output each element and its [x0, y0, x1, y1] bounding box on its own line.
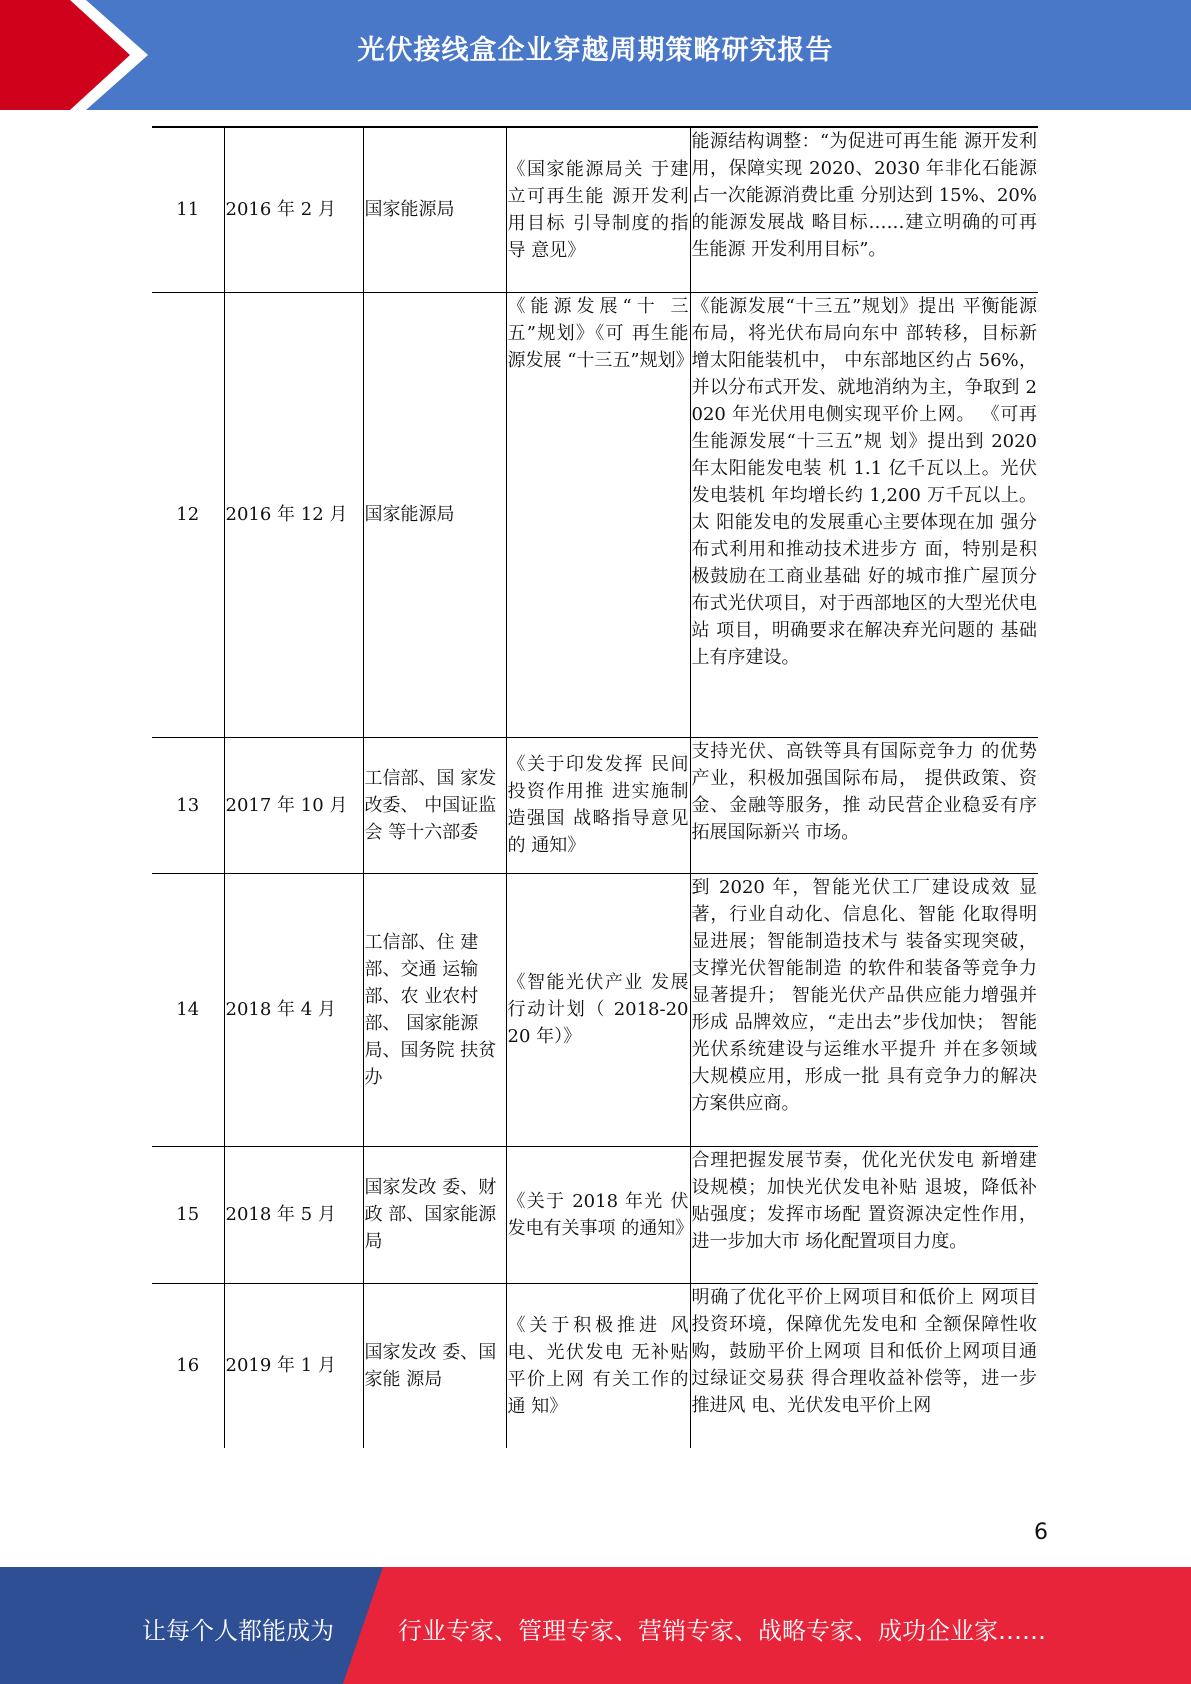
row-document: 《智能光伏产业 发展行动计划（ 2018-2020 年）》	[506, 873, 690, 1146]
row-content: 合理把握发展节奏，优化光伏发电 新增建设规模；加快光伏发电补贴 退坡，降低补贴强度；发挥市场配 置资源决定性作用，进一步加大市 场化配置项目力度。	[690, 1146, 1038, 1283]
row-agency: 国家能源局	[363, 292, 506, 737]
table-row	[152, 127, 1038, 292]
policy-table	[152, 126, 1038, 1448]
table-row	[152, 292, 1038, 737]
table-row	[152, 1146, 1038, 1283]
row-number: 15	[152, 1146, 224, 1283]
row-document: 《国家能源局关 于建立可再生能 源开发利用目标 引导制度的指导 意见》	[506, 127, 690, 292]
row-date: 2016 年 12 月	[224, 292, 363, 737]
footer-slogan-left: 让每个人都能成为	[142, 1617, 334, 1645]
table-row	[152, 737, 1038, 873]
row-content: 支持光伏、高铁等具有国际竞争力 的优势产业，积极加强国际布局， 提供政策、资金、金融等服务，推 动民营企业稳妥有序拓展国际新兴 市场。	[690, 737, 1038, 873]
row-number: 16	[152, 1283, 224, 1448]
table-row	[152, 873, 1038, 1146]
page-number: 6	[1034, 1520, 1048, 1545]
footer-slogan-right: 行业专家、管理专家、营销专家、战略专家、成功企业家……	[398, 1617, 1046, 1645]
row-agency: 国家发改 委、国家能 源局	[363, 1283, 506, 1448]
row-date: 2018 年 4 月	[224, 873, 363, 1146]
row-content: 《能源发展“十三五”规划》提出 平衡能源布局，将光伏布局向东中 部转移，目标新增太阳能装机中， 中东部地区约占 56%，并以分布式开发、就地消纳为主，争取到 2020 年光伏用电侧实现平价上网。 《可再生能源发展“十三五”规 划》提出到 2020 年太阳能发电装 机 1.1 亿千瓦以上。光伏发电装机 年均增长约 1,200 万千瓦以上。太 阳能发电的发展重心主要体现在加 强分布式利用和推动技术进步方 面，特别是积极鼓励在工商业基础 好的城市推广屋顶分布式光伏项目，对于西部地区的大型光伏电站 项目，明确要求在解决弃光问题的 基础上有序建设。	[690, 292, 1038, 737]
row-agency: 国家发改 委、财政 部、国家能源局	[363, 1146, 506, 1283]
row-number: 14	[152, 873, 224, 1146]
row-content: 到 2020 年，智能光伏工厂建设成效 显著，行业自动化、信息化、智能 化取得明显进展；智能制造技术与 装备实现突破，支撑光伏智能制造 的软件和装备等竞争力显著提升； 智能光伏产品供应能力增强并形成 品牌效应，“走出去”步伐加快； 智能光伏系统建设与运维水平提升 并在多领域大规模应用，形成一批 具有竞争力的解决方案供应商。	[690, 873, 1038, 1146]
row-agency: 工信部、国 家发改委、 中国证监会 等十六部委	[363, 737, 506, 873]
row-document: 《关于 2018 年光 伏发电有关事项 的通知》	[506, 1146, 690, 1283]
row-document: 《关于印发发挥 民间投资作用推 进实施制造强国 战略指导意见的 通知》	[506, 737, 690, 873]
row-date: 2019 年 1 月	[224, 1283, 363, 1448]
row-agency: 国家能源局	[363, 127, 506, 292]
row-agency: 工信部、住 建部、交通 运输部、农 业农村部、 国家能源局、国务院 扶贫办	[363, 873, 506, 1146]
footer-banner	[0, 1567, 1191, 1684]
report-title: 光伏接线盒企业穿越周期策略研究报告	[357, 35, 834, 66]
row-document: 《能源发展“十 三五”规划》《可 再生能源发展 “十三五”规划》	[506, 292, 690, 737]
row-date: 2018 年 5 月	[224, 1146, 363, 1283]
row-date: 2016 年 2 月	[224, 127, 363, 292]
row-number: 11	[152, 127, 224, 292]
row-content: 能源结构调整：“为促进可再生能 源开发利用，保障实现 2020、2030 年非化石能源占一次能源消费比重 分别达到 15%、20%的能源发展战 略目标……建立明确的可再生能源 开发利用目标”。	[690, 127, 1038, 292]
header-bar	[0, 0, 1191, 110]
row-number: 12	[152, 292, 224, 737]
table-row	[152, 1283, 1038, 1448]
row-number: 13	[152, 737, 224, 873]
row-content: 明确了优化平价上网项目和低价上 网项目投资环境，保障优先发电和 全额保障性收购，鼓励平价上网项 目和低价上网项目通过绿证交易获 得合理收益补偿等，进一步推进风 电、光伏发电平价上网	[690, 1283, 1038, 1448]
row-date: 2017 年 10 月	[224, 737, 363, 873]
row-document: 《关于积极推进 风电、光伏发电 无补贴平价上网 有关工作的通 知》	[506, 1283, 690, 1448]
